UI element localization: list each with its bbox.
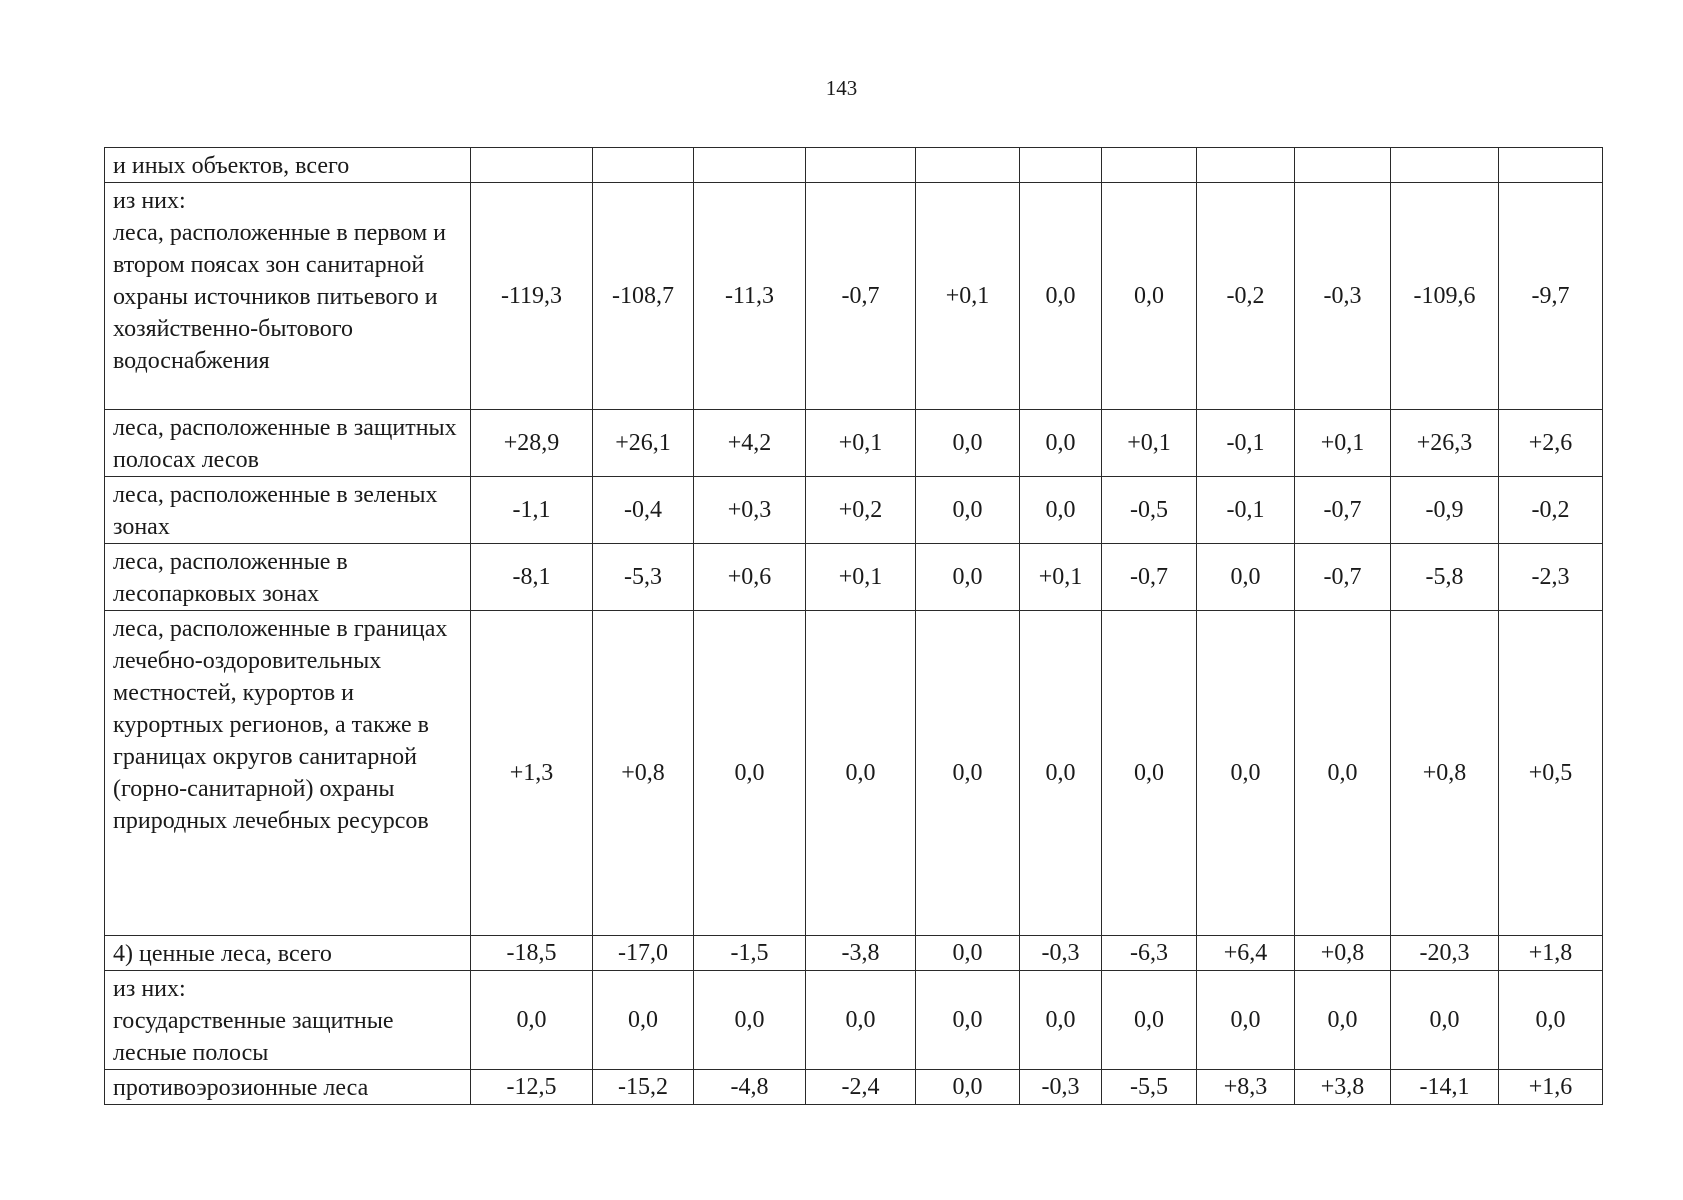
table-row	[105, 544, 1603, 611]
table-cell: +0,8	[1295, 936, 1391, 971]
row-label: и иных объектов, всего	[105, 148, 471, 183]
table-cell: +0,1	[916, 183, 1020, 410]
table-row	[105, 1070, 1603, 1105]
table-cell: 0,0	[1499, 971, 1603, 1070]
table-cell: +0,1	[806, 544, 916, 611]
table-cell: 0,0	[1295, 611, 1391, 936]
table-cell: -11,3	[694, 183, 806, 410]
table-cell	[471, 148, 593, 183]
table-cell: -0,1	[1197, 410, 1295, 477]
table-row	[105, 971, 1603, 1070]
table-row	[105, 936, 1603, 971]
table-cell: -15,2	[593, 1070, 694, 1105]
table-cell: -0,7	[1295, 477, 1391, 544]
table-cell: +1,8	[1499, 936, 1603, 971]
table-cell: -18,5	[471, 936, 593, 971]
table-row	[105, 148, 1603, 183]
table-cell: -0,2	[1499, 477, 1603, 544]
table-cell: -0,5	[1102, 477, 1197, 544]
table-cell: +28,9	[471, 410, 593, 477]
page-number: 143	[825, 76, 858, 100]
table-cell: -0,3	[1020, 936, 1102, 971]
table-cell: +0,1	[1020, 544, 1102, 611]
table-cell: +1,3	[471, 611, 593, 936]
table-cell: -0,1	[1197, 477, 1295, 544]
table-row	[105, 611, 1603, 936]
table-cell: 0,0	[806, 611, 916, 936]
table-cell: +0,2	[806, 477, 916, 544]
table-cell: -0,7	[1102, 544, 1197, 611]
table-cell: +8,3	[1197, 1070, 1295, 1105]
table-cell: -5,5	[1102, 1070, 1197, 1105]
table-cell: +3,8	[1295, 1070, 1391, 1105]
table-cell: +1,6	[1499, 1070, 1603, 1105]
row-label: леса, расположенные в границах лечебно-оздоровительных местностей, курортов и курортных регионов, а также в границах округов санитарной (горно-санитарной) охраны природных лечебных ресурсов	[105, 611, 471, 936]
table-cell: +0,6	[694, 544, 806, 611]
table-cell: -0,3	[1020, 1070, 1102, 1105]
table-cell: -0,2	[1197, 183, 1295, 410]
table-cell: +2,6	[1499, 410, 1603, 477]
table-cell: -0,3	[1295, 183, 1391, 410]
table-cell	[1197, 148, 1295, 183]
data-table	[104, 147, 1603, 1105]
table-cell: -5,3	[593, 544, 694, 611]
table-cell: 0,0	[694, 611, 806, 936]
table-cell: +0,1	[1295, 410, 1391, 477]
table-cell	[806, 148, 916, 183]
table-cell: -109,6	[1391, 183, 1499, 410]
table-cell: 0,0	[1020, 971, 1102, 1070]
table-cell	[694, 148, 806, 183]
table-cell: 0,0	[1102, 183, 1197, 410]
table-cell: 0,0	[806, 971, 916, 1070]
table-cell: -1,1	[471, 477, 593, 544]
table-cell: +0,1	[1102, 410, 1197, 477]
table-cell: -17,0	[593, 936, 694, 971]
table-cell: 0,0	[694, 971, 806, 1070]
table-cell: -9,7	[1499, 183, 1603, 410]
table-cell: 0,0	[916, 410, 1020, 477]
table-cell: -119,3	[471, 183, 593, 410]
table-cell: -14,1	[1391, 1070, 1499, 1105]
table-cell: -2,4	[806, 1070, 916, 1105]
table-cell: 0,0	[1197, 544, 1295, 611]
table-cell: +26,3	[1391, 410, 1499, 477]
table-cell: -12,5	[471, 1070, 593, 1105]
table-cell: 0,0	[916, 936, 1020, 971]
table-cell	[593, 148, 694, 183]
table-cell: 0,0	[1295, 971, 1391, 1070]
table-cell: 0,0	[1102, 971, 1197, 1070]
table-cell: -0,4	[593, 477, 694, 544]
table-cell: -0,7	[1295, 544, 1391, 611]
table-cell: 0,0	[1020, 410, 1102, 477]
table-cell	[1020, 148, 1102, 183]
table-cell: +6,4	[1197, 936, 1295, 971]
table-cell: 0,0	[916, 544, 1020, 611]
table-cell: +0,1	[806, 410, 916, 477]
table-cell: 0,0	[1197, 611, 1295, 936]
table-cell: 0,0	[916, 611, 1020, 936]
table-row	[105, 183, 1603, 410]
table-cell: +0,8	[593, 611, 694, 936]
table-cell: 0,0	[1102, 611, 1197, 936]
table-cell	[1499, 148, 1603, 183]
table-cell	[1391, 148, 1499, 183]
table-cell: 0,0	[1391, 971, 1499, 1070]
table-cell: 0,0	[1197, 971, 1295, 1070]
table-cell: +0,5	[1499, 611, 1603, 936]
table-cell	[1295, 148, 1391, 183]
table-cell: -1,5	[694, 936, 806, 971]
table-cell: -20,3	[1391, 936, 1499, 971]
row-label: противоэрозионные леса	[105, 1070, 471, 1105]
table-cell: 0,0	[916, 477, 1020, 544]
table-cell: 0,0	[916, 971, 1020, 1070]
table-cell: -2,3	[1499, 544, 1603, 611]
table-body	[105, 148, 1603, 1105]
table-cell: -6,3	[1102, 936, 1197, 971]
table-cell: -0,7	[806, 183, 916, 410]
table-cell: -3,8	[806, 936, 916, 971]
table-cell: 0,0	[916, 1070, 1020, 1105]
row-label: 4) ценные леса, всего	[105, 936, 471, 971]
table-cell: +26,1	[593, 410, 694, 477]
row-label: леса, расположенные в зеленых зонах	[105, 477, 471, 544]
table-cell: 0,0	[471, 971, 593, 1070]
table-row	[105, 477, 1603, 544]
table-cell: -5,8	[1391, 544, 1499, 611]
table-cell	[1102, 148, 1197, 183]
row-label: леса, расположенные в защитных полосах лесов	[105, 410, 471, 477]
table-cell: +4,2	[694, 410, 806, 477]
table-row	[105, 410, 1603, 477]
table-cell: 0,0	[1020, 477, 1102, 544]
row-label: из них: государственные защитные лесные полосы	[105, 971, 471, 1070]
table-cell: -8,1	[471, 544, 593, 611]
table-cell: 0,0	[593, 971, 694, 1070]
table-cell: +0,3	[694, 477, 806, 544]
table-cell: -4,8	[694, 1070, 806, 1105]
table-cell: +0,8	[1391, 611, 1499, 936]
table-cell	[916, 148, 1020, 183]
table-cell: 0,0	[1020, 611, 1102, 936]
table-cell: -0,9	[1391, 477, 1499, 544]
table-cell: -108,7	[593, 183, 694, 410]
table-cell: 0,0	[1020, 183, 1102, 410]
row-label: леса, расположенные в лесопарковых зонах	[105, 544, 471, 611]
row-label: из них: леса, расположенные в первом и втором поясах зон санитарной охраны источников питьевого и хозяйственно-бытового водоснабжения	[105, 183, 471, 410]
